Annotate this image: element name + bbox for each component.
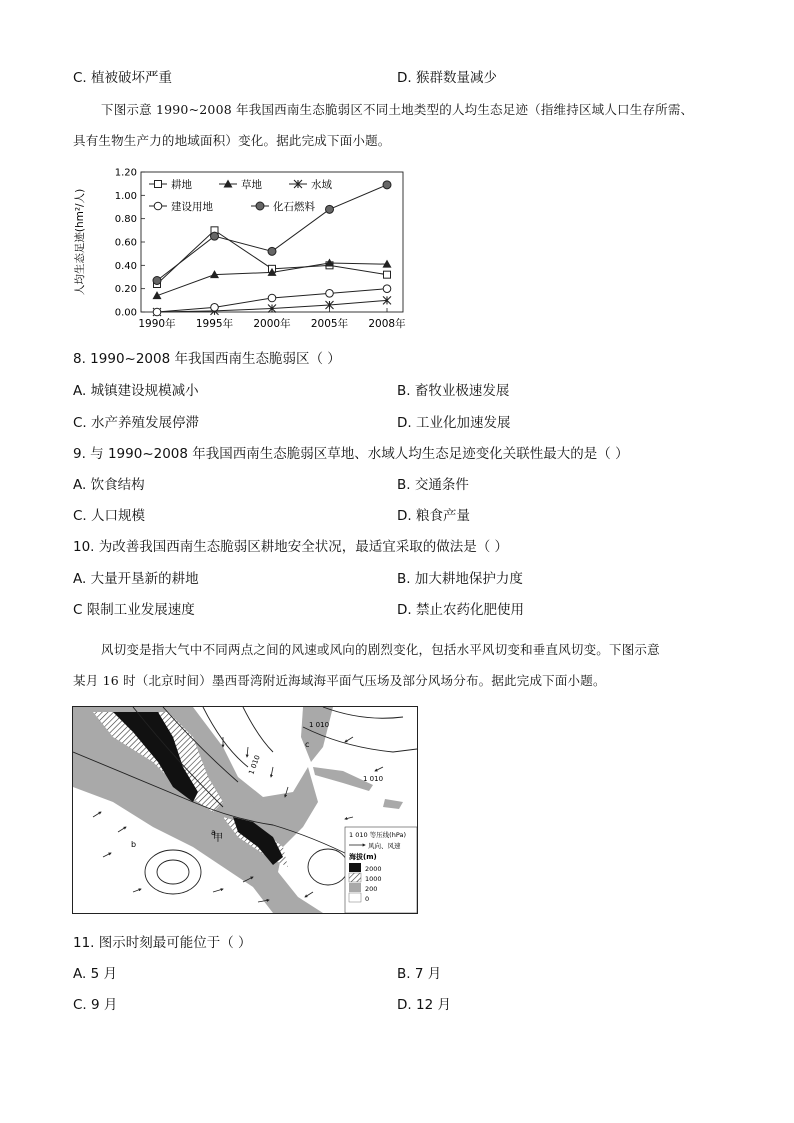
data-point-1-0 bbox=[153, 291, 162, 299]
isobar-label-2: 1 010 bbox=[309, 721, 330, 729]
q7-option-d: D. 猴群数量减少 bbox=[397, 70, 497, 86]
data-point-3-4 bbox=[383, 285, 391, 293]
legend-marker-3 bbox=[154, 202, 162, 210]
point-label-b: b bbox=[131, 840, 137, 849]
y-axis-label: 人均生态足迹(hm²/人) bbox=[74, 188, 86, 296]
data-point-4-0 bbox=[153, 277, 161, 285]
data-point-3-2 bbox=[268, 294, 276, 302]
q9-option-c: C. 人口规模 bbox=[73, 508, 146, 524]
data-point-4-4 bbox=[383, 181, 391, 189]
legend-swatch-0 bbox=[349, 893, 361, 902]
legend-level-2000: 2000 bbox=[365, 865, 382, 873]
q11-option-c: C. 9 月 bbox=[73, 997, 118, 1013]
chart-svg bbox=[73, 162, 423, 342]
land-hispaniola bbox=[383, 799, 403, 809]
point-label-c: c bbox=[305, 740, 310, 749]
q10-option-c: C 限制工业发展速度 bbox=[73, 602, 195, 618]
q11-option-d: D. 12 月 bbox=[397, 997, 451, 1013]
q8-option-b: B. 畜牧业极速发展 bbox=[397, 383, 510, 399]
legend-level-200: 200 bbox=[365, 885, 378, 893]
legend-marker-4 bbox=[256, 202, 264, 210]
q8-option-d: D. 工业化加速发展 bbox=[397, 415, 511, 431]
y-tick-label: 0.00 bbox=[114, 307, 137, 319]
x-tick-label: 2008年 bbox=[368, 318, 406, 330]
data-point-3-3 bbox=[326, 290, 334, 298]
q8-option-a: A. 城镇建设规模减小 bbox=[73, 383, 199, 399]
q11-option-a: A. 5 月 bbox=[73, 966, 117, 982]
q11-option-b: B. 7 月 bbox=[397, 966, 442, 982]
legend-swatch-2000 bbox=[349, 863, 361, 872]
q8-option-c: C. 水产养殖发展停滞 bbox=[73, 415, 200, 431]
y-tick-label: 0.20 bbox=[114, 284, 137, 296]
x-tick-label: 2005年 bbox=[310, 318, 349, 330]
ecological-footprint-chart bbox=[73, 162, 423, 342]
q9-stem: 9. 与 1990~2008 年我国西南生态脆弱区草地、水域人均生态足迹变化关联性最大的是（ ） bbox=[73, 446, 629, 462]
legend-elevation-title: 海拔(m) bbox=[349, 853, 377, 861]
q8-stem: 8. 1990~2008 年我国西南生态脆弱区（ ） bbox=[73, 351, 341, 367]
q9-option-b: B. 交通条件 bbox=[397, 477, 469, 493]
data-point-4-3 bbox=[326, 205, 334, 213]
q10-option-a: A. 大量开垦新的耕地 bbox=[73, 571, 199, 587]
map-legend bbox=[345, 827, 417, 913]
legend-level-1000: 1000 bbox=[365, 875, 382, 883]
legend-label-4: 化石燃料 bbox=[273, 201, 315, 213]
legend-marker-0 bbox=[155, 181, 162, 188]
legend-swatch-1000 bbox=[349, 873, 361, 882]
land-east-coast bbox=[301, 707, 333, 762]
data-point-3-1 bbox=[211, 304, 219, 312]
x-tick-label: 1990年 bbox=[138, 318, 176, 330]
legend-swatch-200 bbox=[349, 883, 361, 892]
data-point-0-4 bbox=[384, 271, 391, 278]
legend-label-1: 草地 bbox=[241, 179, 262, 191]
y-tick-label: 1.20 bbox=[114, 167, 137, 179]
data-point-4-2 bbox=[268, 247, 276, 255]
legend-level-0: 0 bbox=[365, 895, 370, 903]
q11-stem: 11. 图示时刻最可能位于（ ） bbox=[73, 935, 252, 951]
y-tick-label: 0.40 bbox=[114, 260, 137, 272]
q9-option-d: D. 粮食产量 bbox=[397, 508, 470, 524]
y-tick-label: 1.00 bbox=[114, 190, 137, 202]
q10-stem: 10. 为改善我国西南生态脆弱区耕地安全状况，最适宜采取的做法是（ ） bbox=[73, 539, 509, 555]
q7-option-c: C. 植被破坏严重 bbox=[73, 70, 173, 86]
x-tick-label: 2000年 bbox=[253, 318, 291, 330]
passage1-line2: 具有生物生产力的地域面积）变化。据此完成下面小题。 bbox=[73, 133, 391, 148]
point-label-a: a bbox=[211, 828, 216, 837]
isobar-label-3: 1 010 bbox=[247, 754, 262, 776]
q9-option-a: A. 饮食结构 bbox=[73, 477, 145, 493]
legend-label-2: 水域 bbox=[311, 179, 332, 191]
passage2-line2: 某月 16 时（北京时间）墨西哥湾附近海域海平面气压场及部分风场分布。据此完成下面小题。 bbox=[73, 673, 606, 688]
map-svg bbox=[73, 707, 417, 913]
legend-label-0: 耕地 bbox=[171, 179, 192, 191]
passage2-line1: 风切变是指大气中不同两点之间的风速或风向的剧烈变化，包括水平风切变和垂直风切变。下图示意 bbox=[101, 642, 660, 657]
x-tick-label: 1995年 bbox=[195, 318, 234, 330]
place-label-jia: 甲 bbox=[213, 833, 223, 844]
data-point-4-1 bbox=[211, 232, 219, 240]
data-point-3-0 bbox=[153, 308, 161, 316]
series-line-0 bbox=[157, 230, 387, 284]
q10-option-d: D. 禁止农药化肥使用 bbox=[397, 602, 524, 618]
passage1-line1: 下图示意 1990~2008 年我国西南生态脆弱区不同土地类型的人均生态足迹（指维持区域人口生存所需、 bbox=[101, 102, 694, 117]
legend-wind: 风向、风速 bbox=[368, 842, 401, 850]
legend-label-3: 建设用地 bbox=[171, 201, 213, 213]
y-tick-label: 0.60 bbox=[114, 237, 137, 249]
q10-option-b: B. 加大耕地保护力度 bbox=[397, 571, 523, 587]
legend-isobar: 1 010 等压线(hPa) bbox=[349, 831, 406, 839]
y-tick-label: 0.80 bbox=[114, 214, 137, 226]
gulf-of-mexico-pressure-map bbox=[72, 706, 418, 914]
isobar-label-1: 1 010 bbox=[363, 775, 384, 783]
